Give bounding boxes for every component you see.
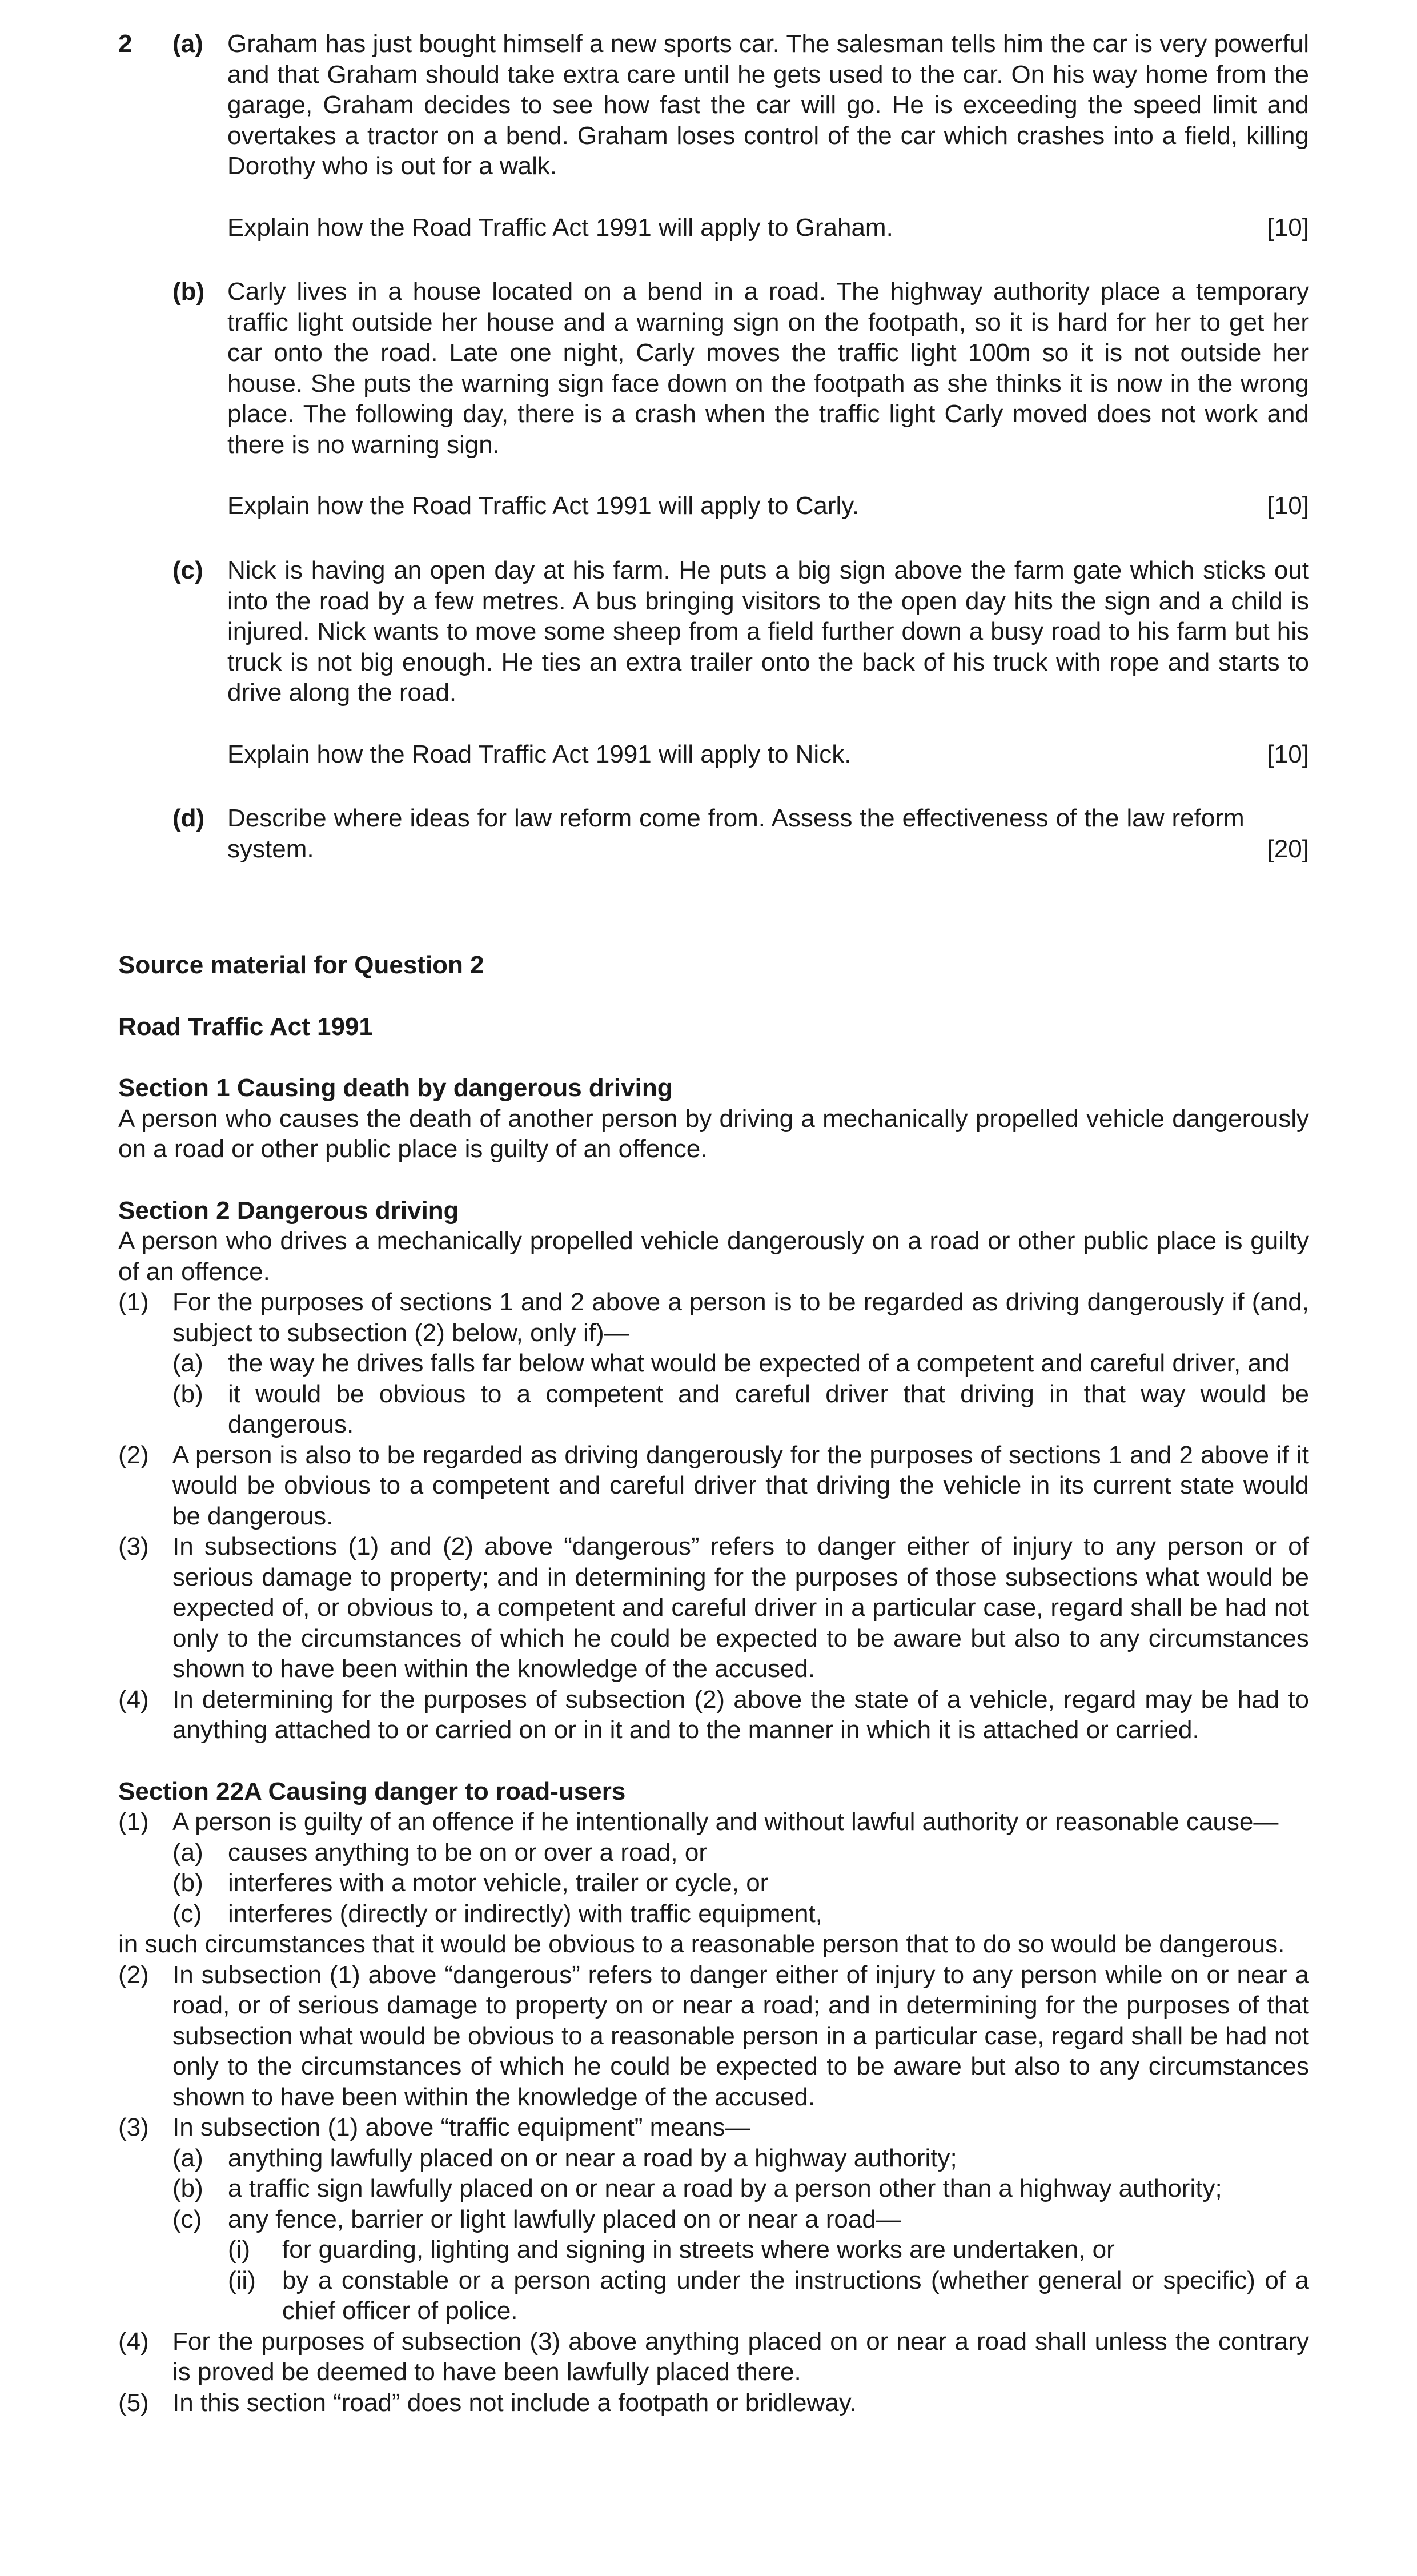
paragraph [118,1868,1309,1899]
part-label: (a) [172,30,203,58]
subsection-text: For the purposes of sections 1 and 2 above a person is to be regarded as driving dangerously if (and, subject to subsection (2) below, only if)— [172,1288,1309,1347]
subsection-text: In subsection (1) above “dangerous” refers to danger either of injury to any person while on or near a road, or of serious damage to property on or near a road; and in determining for the purposes of that subsection what would be obvious to a reasonable person in a particular case, regard shall be had not only to the circumstances of which he could be expected to be aware but also to any circumstances shown to have been within the knowledge of the accused. [172,1960,1309,2111]
question-part-d [172,803,1309,864]
subsection-number: (4) [118,1685,149,1714]
paragraph-letter: (c) [172,1899,202,1928]
act-title: Road Traffic Act 1991 [118,1012,373,1041]
section-22a-heading: Section 22A Causing danger to road-users [118,1777,626,1805]
part-marks: [10] [1267,492,1309,520]
part-task-row [227,803,1309,864]
part-marks: [20] [1267,834,1309,863]
subsection-text: In this section “road” does not include a footpath or bridleway. [172,2388,857,2417]
paragraph [118,2204,1309,2235]
paragraph-letter: (a) [172,1838,203,1867]
subsection [118,2112,1309,2143]
subsection-text: In subsections (1) and (2) above “dangerous” refers to danger either of injury to any person or of serious damage to property; and in determining for the purposes of those subsections what would be expected of, or obvious to, a competent and careful driver in a particular case, regard shall be had not only to the circumstances of which he could be expected to be aware but also to any circumstances shown to have been within the knowledge of the accused. [172,1532,1309,1683]
section-2-heading: Section 2 Dangerous driving [118,1196,459,1225]
paragraph [118,2143,1309,2174]
section-22a-continuation: in such circumstances that it would be obvious to a reasonable person that to do so would be dangerous. [118,1930,1285,1958]
part-task: Explain how the Road Traffic Act 1991 will apply to Carly. [227,492,860,520]
sub-paragraph-numeral: (i) [228,2236,251,2264]
subsection-number: (3) [118,2113,149,2141]
subsection-text: A person is also to be regarded as driving dangerously for the purposes of sections 1 and 2 above if it would be obvious to a competent and careful driver that driving the vehicle in its current state would be dangerous. [172,1441,1309,1530]
paragraph-text: interferes with a motor vehicle, trailer or cycle, or [228,1869,769,1897]
question-number: 2 [118,30,133,58]
subsection-number: (1) [118,1808,149,1836]
paragraph-text: it would be obvious to a competent and careful driver that driving in that way would be dangerous. [228,1379,1309,1438]
part-label: (b) [172,278,205,306]
paragraph-letter: (a) [172,1349,203,1377]
part-task: Explain how the Road Traffic Act 1991 will apply to Graham. [227,213,893,242]
sub-paragraph [118,2234,1309,2265]
subsection-number: (1) [118,1288,149,1316]
sub-paragraph [118,2265,1309,2326]
subsection-number: (2) [118,1441,149,1469]
question-part-c [172,555,1309,769]
part-marks: [10] [1267,213,1309,242]
question-part-a [172,29,1309,243]
paragraph-letter: (b) [172,1379,203,1408]
subsection [118,2326,1309,2388]
part-task-row [227,739,1309,770]
subsection [118,2388,1309,2418]
paragraph [118,1348,1309,1379]
subsection [118,1287,1309,1348]
subsection-text: In subsection (1) above “traffic equipment” means— [172,2113,750,2141]
paragraph-letter: (c) [172,2205,202,2233]
subsection-number: (2) [118,1960,149,1989]
part-task: Describe where ideas for law reform come from. Assess the effectiveness of the law reform system. [227,804,1245,863]
section-2-text: A person who drives a mechanically propelled vehicle dangerously on a road or other public place is guilty of an offence. [118,1227,1309,1286]
subsection [118,1807,1309,1837]
subsection [118,1440,1309,1532]
part-label: (c) [172,556,203,584]
section-1-heading: Section 1 Causing death by dangerous driving [118,1074,673,1102]
part-scenario: Nick is having an open day at his farm. He puts a big sign above the farm gate which sticks out into the road by a few metres. A bus bringing visitors to the open day hits the sign and a child is injured. Nick wants to move some sheep from a field further down a busy road to his farm but his truck is not big enough. He ties an extra trailer onto the back of his truck with rope and starts to drive along the road. [227,556,1309,707]
part-label: (d) [172,804,205,832]
subsection [118,1531,1309,1684]
sub-paragraph-numeral: (ii) [228,2266,256,2294]
paragraph-letter: (b) [172,2174,203,2202]
subsection-text: In determining for the purposes of subsection (2) above the state of a vehicle, regard may be had to anything attached to or carried on or in it and to the manner in which it is attached or carried. [172,1685,1309,1744]
subsection-number: (4) [118,2327,149,2356]
part-task-row [227,212,1309,243]
sub-paragraph-text: by a constable or a person acting under the instructions (whether general or specific) of a chief officer of police. [282,2266,1309,2325]
paragraph [118,1837,1309,1868]
paragraph-text: anything lawfully placed on or near a road by a highway authority; [228,2144,957,2172]
subsection-text: For the purposes of subsection (3) above anything placed on or near a road shall unless the contrary is proved be deemed to have been lawfully placed there. [172,2327,1309,2386]
source-material [118,950,1309,2418]
paragraph [118,2173,1309,2204]
paragraph-text: causes anything to be on or over a road, or [228,1838,707,1867]
part-marks: [10] [1267,740,1309,768]
question-part-b [172,276,1309,521]
part-task-row [227,491,1309,521]
part-scenario: Carly lives in a house located on a bend in a road. The highway authority place a temporary traffic light outside her house and a warning sign on the footpath, so it is hard for her to get her car onto the road. Late one night, Carly moves the traffic light 100m so it is not outside her house. She puts the warning sign face down on the footpath as she thinks it is now in the wrong place. The following day, there is a crash when the traffic light Carly moved does not work and there is no warning sign. [227,278,1309,459]
source-heading: Source material for Question 2 [118,951,484,979]
subsection-number: (5) [118,2388,149,2417]
paragraph [118,1899,1309,1929]
subsection [118,1960,1309,2113]
paragraph-letter: (a) [172,2144,203,2172]
subsection-text: A person is guilty of an offence if he intentionally and without lawful authority or reasonable cause— [172,1808,1279,1836]
subsection-number: (3) [118,1532,149,1560]
paragraph-letter: (b) [172,1869,203,1897]
section-1-text: A person who causes the death of another person by driving a mechanically propelled vehicle dangerously on a road or other public place is guilty of an offence. [118,1104,1309,1163]
sub-paragraph-text: for guarding, lighting and signing in streets where works are undertaken, or [282,2236,1115,2264]
paragraph-text: any fence, barrier or light lawfully placed on or near a road— [228,2205,901,2233]
paragraph-text: the way he drives falls far below what would be expected of a competent and careful driver, and [228,1349,1290,1377]
paragraph-text: a traffic sign lawfully placed on or near a road by a person other than a highway authority; [228,2174,1222,2202]
part-scenario: Graham has just bought himself a new sports car. The salesman tells him the car is very powerful and that Graham should take extra care until he gets used to the car. On his way home from the garage, Graham decides to see how fast the car will go. He is exceeding the speed limit and overtakes a tractor on a bend. Graham loses control of the car which crashes into a field, killing Dorothy who is out for a walk. [227,30,1309,180]
part-task: Explain how the Road Traffic Act 1991 will apply to Nick. [227,740,852,768]
paragraph [118,1379,1309,1440]
paragraph-text: interferes (directly or indirectly) with traffic equipment, [228,1899,822,1928]
subsection [118,1684,1309,1746]
